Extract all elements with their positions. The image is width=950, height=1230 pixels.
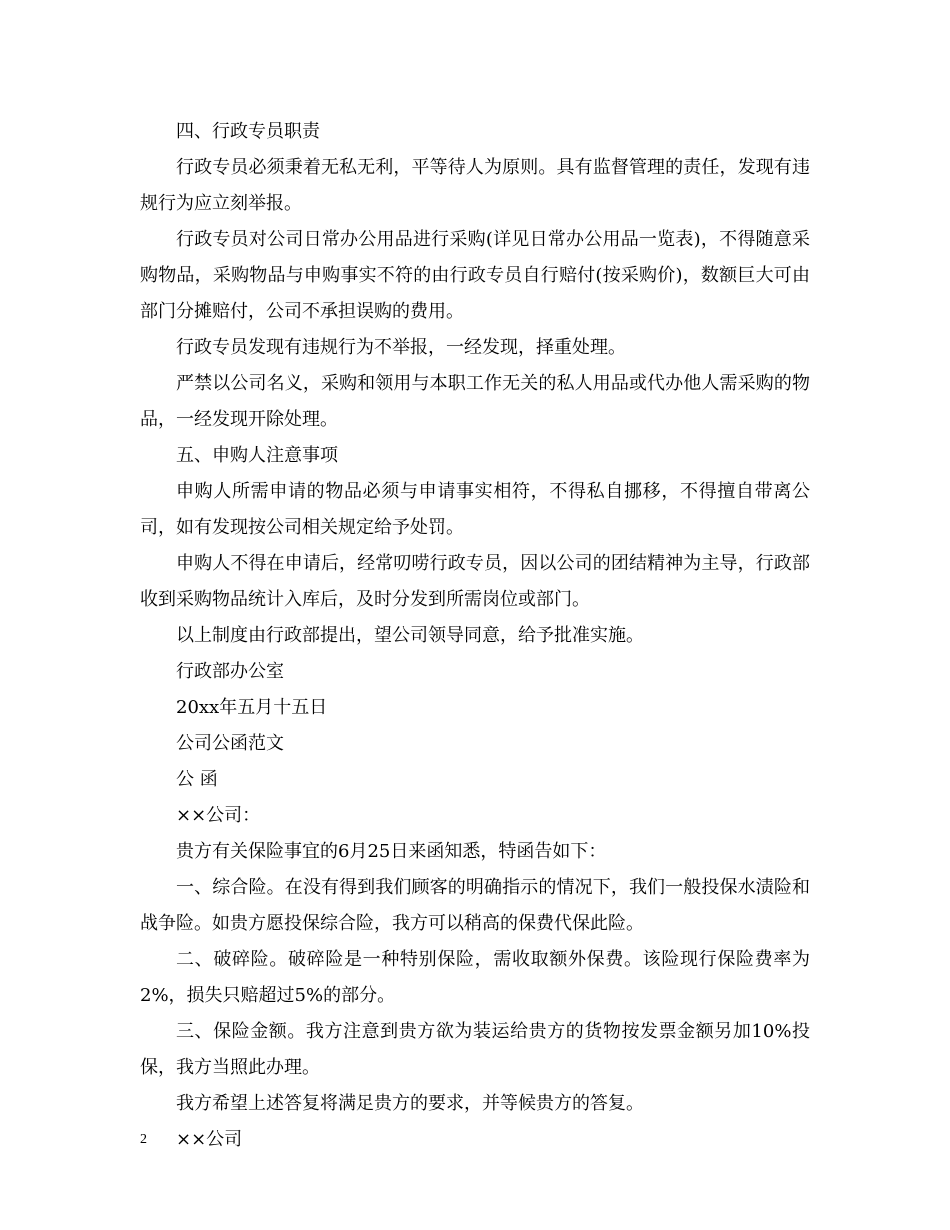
section-heading-4: 四、行政专员职责 <box>176 121 320 142</box>
paragraph: 贵方有关保险事宜的6月25日来函知悉，特函告如下： <box>176 841 607 862</box>
paragraph: 三、保险金额。我方注意到贵方欲为装运给贵方的货物按发票金额另加10%投保，我方当照此办理。 <box>140 1021 810 1078</box>
page-number: 2 <box>140 1132 147 1147</box>
paragraph: 行政专员对公司日常办公用品进行采购(详见日常办公用品一览表)，不得随意采购物品，采购物品与申购事实不符的由行政专员自行赔付(按采购价)，数额巨大可由部门分摊赔付，公司不承担误购的费用。 <box>140 229 810 322</box>
letter-heading: 公 函 <box>176 769 218 790</box>
paragraph: 严禁以公司名义，采购和领用与本职工作无关的私人用品或代办他人需采购的物品，一经发现开除处理。 <box>140 373 810 430</box>
letter-signature: ××公司 <box>176 1129 243 1150</box>
letter-sample-title: 公司公函范文 <box>176 733 284 754</box>
paragraph: 以上制度由行政部提出，望公司领导同意，给予批准实施。 <box>176 625 644 646</box>
paragraph: 行政专员必须秉着无私无利，平等待人为原则。具有监督管理的责任，发现有违规行为应立刻举报。 <box>140 157 810 214</box>
letter-salutation: ××公司： <box>176 805 261 826</box>
paragraph: 二、破碎险。破碎险是一种特别保险，需收取额外保费。该险现行保险费率为2%，损失只赔超过5%的部分。 <box>140 949 810 1006</box>
paragraph: 行政专员发现有违规行为不举报，一经发现，择重处理。 <box>176 337 626 358</box>
signature-date: 20xx年五月十五日 <box>176 697 328 718</box>
document-body <box>140 114 810 1158</box>
signature-department: 行政部办公室 <box>176 661 284 682</box>
paragraph: 我方希望上述答复将满足贵方的要求，并等候贵方的答复。 <box>176 1093 644 1114</box>
paragraph: 申购人所需申请的物品必须与申请事实相符，不得私自挪移，不得擅自带离公司，如有发现按公司相关规定给予处罚。 <box>140 481 810 538</box>
paragraph: 申购人不得在申请后，经常叨唠行政专员，因以公司的团结精神为主导，行政部收到采购物品统计入库后，及时分发到所需岗位或部门。 <box>140 553 810 610</box>
section-heading-5: 五、申购人注意事项 <box>176 445 338 466</box>
paragraph: 一、综合险。在没有得到我们顾客的明确指示的情况下，我们一般投保水渍险和战争险。如贵方愿投保综合险，我方可以稍高的保费代保此险。 <box>140 877 810 934</box>
